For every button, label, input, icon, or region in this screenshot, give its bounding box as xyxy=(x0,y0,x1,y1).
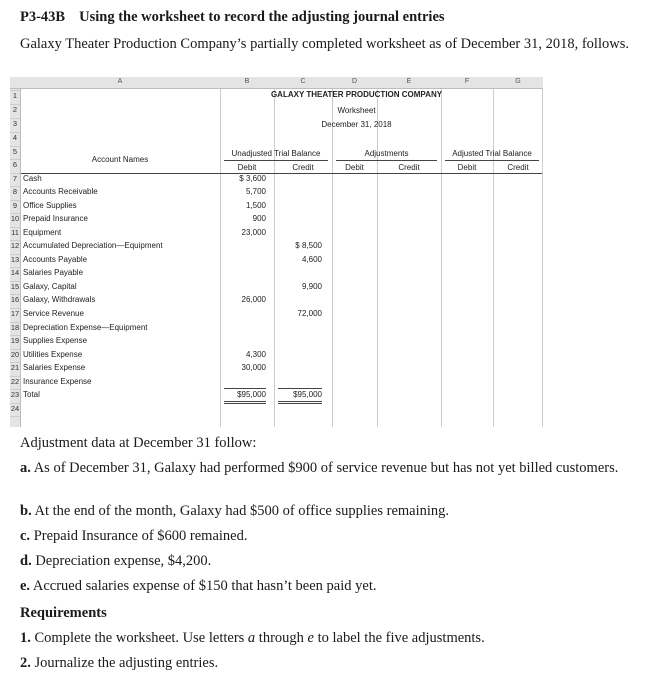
unadjusted-debit-cell: 26,000 xyxy=(241,295,266,304)
problem-intro: Galaxy Theater Production Company’s partially completed worksheet as of December 31, 2018, follows. xyxy=(20,36,629,52)
row-number: 8 xyxy=(12,187,18,196)
account-name: Galaxy, Capital xyxy=(23,282,77,291)
grid-line xyxy=(220,89,221,427)
account-name: Accounts Receivable xyxy=(23,187,98,196)
requirement-text: Journalize the adjusting entries. xyxy=(34,655,219,671)
adjusted-debit-header: Debit xyxy=(457,163,477,172)
total-rule xyxy=(278,388,322,389)
account-name: Accounts Payable xyxy=(23,255,88,264)
row-number: 5 xyxy=(12,147,18,156)
total-label: Total xyxy=(23,390,40,399)
grid-line xyxy=(377,89,378,427)
col-letter-d: D xyxy=(351,78,358,85)
unadjusted-debit-cell: 900 xyxy=(252,214,266,223)
row-number: 4 xyxy=(12,133,18,142)
unadjusted-credit-cell: 9,900 xyxy=(301,282,322,291)
total-rule xyxy=(224,388,266,389)
adjustment-letter: e. xyxy=(20,578,31,594)
row-number: 16 xyxy=(10,295,20,304)
unadjusted-credit-cell: $ 8,500 xyxy=(295,241,322,250)
row-number: 10 xyxy=(10,214,20,223)
unadjusted-debit-cell: 23,000 xyxy=(241,228,266,237)
account-name: Accumulated Depreciation—Equipment xyxy=(23,241,163,250)
col-letter-e: E xyxy=(406,78,412,85)
adjusted-tb-header: Adjusted Trial Balance xyxy=(452,149,532,158)
adjustment-letter: b. xyxy=(20,503,32,519)
row-number: 7 xyxy=(12,174,18,183)
account-names-header: Account Names xyxy=(91,155,149,164)
account-name: Galaxy, Withdrawals xyxy=(23,295,96,304)
header-rule xyxy=(445,160,539,161)
double-underline xyxy=(224,401,266,402)
adjustments-debit-header: Debit xyxy=(345,163,364,172)
col-letter-c: C xyxy=(300,78,306,85)
requirement-text: Complete the worksheet. Use letters xyxy=(34,630,248,646)
account-name: Equipment xyxy=(23,228,62,237)
adjusted-credit-header: Credit xyxy=(507,163,529,172)
col-letter-f: F xyxy=(464,78,470,85)
problem-title-text: Using the worksheet to record the adjusting journal entries xyxy=(79,9,445,25)
row-number: 22 xyxy=(10,377,20,386)
row-number: 18 xyxy=(10,323,20,332)
problem-number: P3-43B xyxy=(20,9,66,25)
account-name: Cash xyxy=(23,174,42,183)
adjustment-letter: c. xyxy=(20,528,31,544)
row-number: 12 xyxy=(10,241,20,250)
account-name: Supplies Expense xyxy=(23,336,88,345)
row-number: 15 xyxy=(10,282,20,291)
total-credit: $95,000 xyxy=(293,390,322,399)
row-number: 2 xyxy=(12,105,18,114)
grid-line xyxy=(493,89,494,427)
adjustment-b xyxy=(20,503,640,520)
adjustment-text: Accrued salaries expense of $150 that hasn’t been paid yet. xyxy=(32,578,377,594)
row-number: 1 xyxy=(12,91,18,100)
row-number: 9 xyxy=(12,201,18,210)
worksheet-company: GALAXY THEATER PRODUCTION COMPANY xyxy=(270,90,443,99)
requirement-letter-a: a xyxy=(247,630,256,646)
adjustment-text: Depreciation expense, $4,200. xyxy=(35,553,212,569)
col-letter-a: A xyxy=(117,78,123,85)
adjustment-text: At the end of the month, Galaxy had $500 of office supplies remaining. xyxy=(34,503,450,519)
account-name: Service Revenue xyxy=(23,309,84,318)
adjustment-e xyxy=(20,578,640,595)
col-letter-g: G xyxy=(515,78,521,85)
grid-line xyxy=(274,89,275,427)
grid-line xyxy=(542,89,543,427)
unadjusted-debit-cell: 1,500 xyxy=(245,201,266,210)
requirements-heading: Requirements xyxy=(20,605,107,621)
row-number: 21 xyxy=(10,363,20,372)
row-number: 13 xyxy=(10,255,20,264)
account-name: Office Supplies xyxy=(23,201,77,210)
unadjusted-credit-cell: 4,600 xyxy=(301,255,322,264)
grid-line xyxy=(332,89,333,427)
header-bottom-rule xyxy=(21,173,542,174)
account-name: Insurance Expense xyxy=(23,377,92,386)
worksheet-name: Worksheet xyxy=(337,106,376,115)
requirement-number: 1. xyxy=(20,630,31,646)
header-rule xyxy=(336,160,437,161)
unadjusted-debit-header: Debit xyxy=(237,163,257,172)
account-name: Salaries Payable xyxy=(23,268,84,277)
requirement-text: through xyxy=(255,630,308,646)
adjustment-text: As of December 31, Galaxy had performed $900 of service revenue but has not yet billed customers. xyxy=(33,460,619,476)
row-number: 3 xyxy=(12,119,18,128)
unadjusted-debit-cell: 30,000 xyxy=(241,363,266,372)
adjustment-letter: d. xyxy=(20,553,32,569)
unadjusted-tb-header: Unadjusted Trial Balance xyxy=(231,149,321,158)
requirement-1 xyxy=(20,630,640,647)
unadjusted-credit-header: Credit xyxy=(292,163,314,172)
requirement-text: to label the five adjustments. xyxy=(313,630,485,646)
double-underline xyxy=(278,401,322,402)
col-letter-b: B xyxy=(244,78,250,85)
row-number: 20 xyxy=(10,350,20,359)
double-underline xyxy=(278,403,322,404)
account-name: Depreciation Expense—Equipment xyxy=(23,323,148,332)
account-name: Salaries Expense xyxy=(23,363,86,372)
row-number: 23 xyxy=(10,390,20,399)
grid-line xyxy=(441,89,442,427)
account-name: Prepaid Insurance xyxy=(23,214,88,223)
adjustment-heading: Adjustment data at December 31 follow: xyxy=(20,435,257,451)
column-header-bar xyxy=(10,77,543,89)
adjustment-letter: a. xyxy=(20,460,31,476)
row-number: 6 xyxy=(12,160,18,169)
adjustment-d xyxy=(20,553,640,570)
row-number: 19 xyxy=(10,336,20,345)
adjustments-credit-header: Credit xyxy=(398,163,420,172)
adjustment-c xyxy=(20,528,640,545)
requirement-number: 2. xyxy=(20,655,31,671)
requirement-2 xyxy=(20,655,640,672)
account-name: Utilities Expense xyxy=(23,350,83,359)
worksheet-image xyxy=(10,77,543,427)
total-debit: $95,000 xyxy=(237,390,266,399)
row-separator xyxy=(10,416,20,417)
worksheet-date: December 31, 2018 xyxy=(321,120,392,129)
adjustment-text: Prepaid Insurance of $600 remained. xyxy=(33,528,248,544)
unadjusted-debit-cell: 4,300 xyxy=(245,350,266,359)
adjustments-header: Adjustments xyxy=(364,149,409,158)
adjustment-a xyxy=(20,460,640,477)
row-number: 24 xyxy=(10,404,20,413)
row-number: 11 xyxy=(11,228,19,237)
row-number: 14 xyxy=(10,268,20,277)
header-rule xyxy=(224,160,328,161)
unadjusted-credit-cell: 72,000 xyxy=(297,309,322,318)
row-number: 17 xyxy=(10,309,20,318)
double-underline xyxy=(224,403,266,404)
unadjusted-debit-cell: 5,700 xyxy=(245,187,266,196)
unadjusted-debit-cell: $ 3,600 xyxy=(239,174,266,183)
problem-title xyxy=(20,9,445,26)
requirement-letter-e: e xyxy=(307,630,314,646)
